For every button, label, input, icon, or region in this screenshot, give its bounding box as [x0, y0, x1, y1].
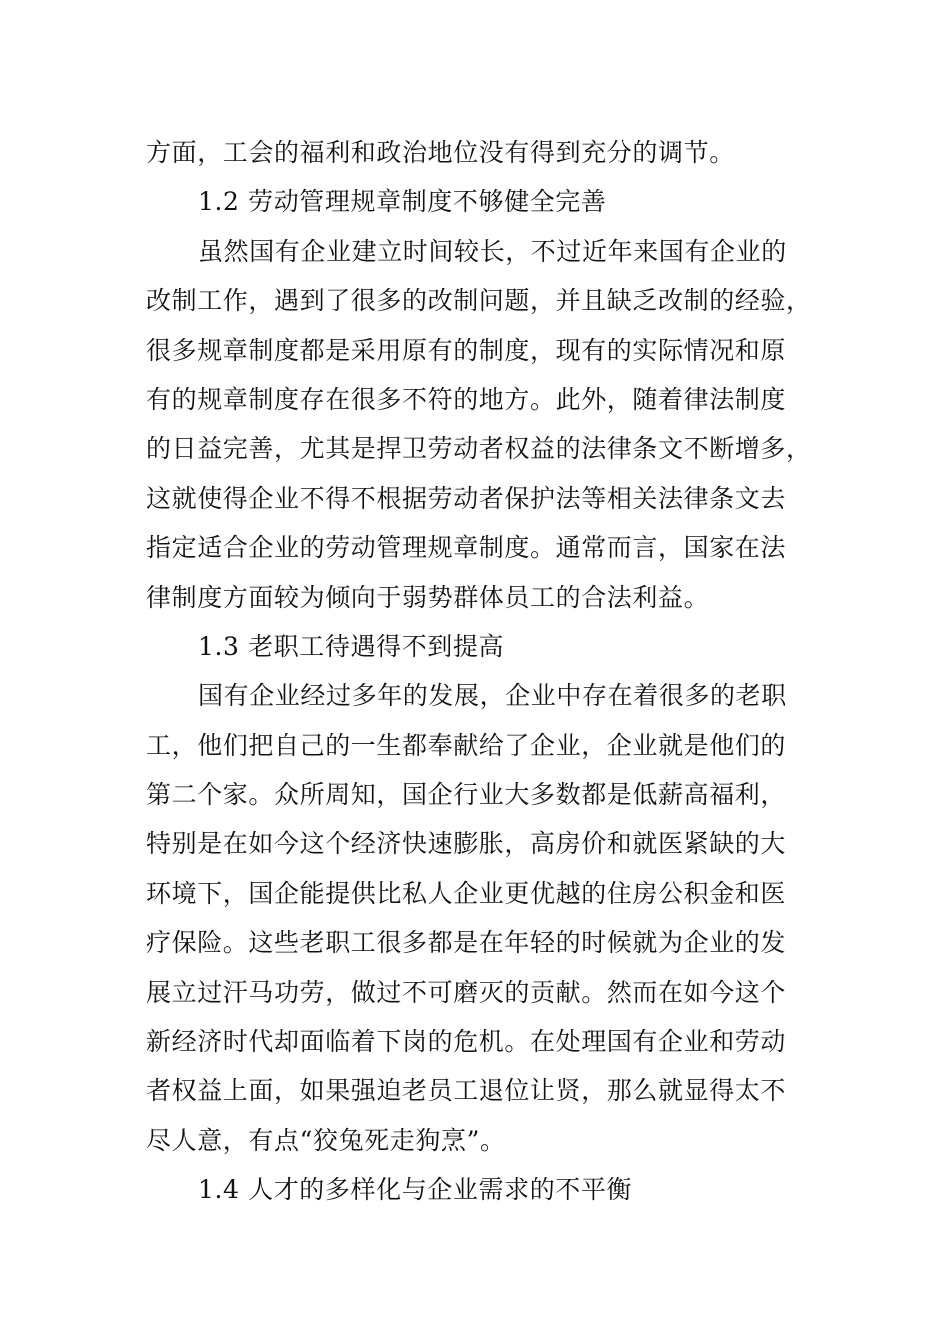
text-line: 尽人意，有点“狡兔死走狗烹”。	[146, 1125, 506, 1155]
text-line: 的日益完善，尤其是捍卫劳动者权益的法律条文不断增多，	[146, 434, 812, 464]
text-line: 有的规章制度存在很多不符的地方。此外，随着律法制度	[146, 384, 787, 414]
section-heading-1-3: 1.3 老职工待遇得不到提高	[198, 631, 505, 661]
section-heading-1-4: 1.4 人才的多样化与企业需求的不平衡	[198, 1175, 633, 1205]
section-heading-1-2: 1.2 劳动管理规章制度不够健全完善	[198, 187, 607, 217]
text-line: 律制度方面较为倾向于弱势群体员工的合法利益。	[146, 582, 710, 612]
text-line: 环境下，国企能提供比私人企业更优越的住房公积金和医	[146, 878, 787, 908]
text-line: 特别是在如今这个经济快速膨胀，高房价和就医紧缺的大	[146, 829, 787, 859]
text-line: 展立过汗马功劳，做过不可磨灭的贡献。然而在如今这个	[146, 977, 787, 1007]
text-line: 改制工作，遇到了很多的改制问题，并且缺乏改制的经验，	[146, 286, 812, 316]
text-line: 疗保险。这些老职工很多都是在年轻的时候就为企业的发	[146, 928, 787, 958]
text-line: 工，他们把自己的一生都奉献给了企业，企业就是他们的	[146, 730, 787, 760]
text-line: 指定适合企业的劳动管理规章制度。通常而言，国家在法	[146, 533, 787, 563]
text-line: 虽然国有企业建立时间较长，不过近年来国有企业的	[198, 236, 787, 266]
text-line: 新经济时代却面临着下岗的危机。在处理国有企业和劳动	[146, 1027, 787, 1057]
text-line: 第二个家。众所周知，国企行业大多数都是低薪高福利，	[146, 780, 787, 810]
document-body	[146, 128, 812, 1215]
text-line: 方面，工会的福利和政治地位没有得到充分的调节。	[146, 138, 735, 167]
text-line: 者权益上面，如果强迫老员工退位让贤，那么就显得太不	[146, 1076, 787, 1106]
text-line: 国有企业经过多年的发展，企业中存在着很多的老职	[198, 681, 787, 711]
text-line: 这就使得企业不得不根据劳动者保护法等相关法律条文去	[146, 483, 787, 513]
text-line: 很多规章制度都是采用原有的制度，现有的实际情况和原	[146, 335, 787, 365]
